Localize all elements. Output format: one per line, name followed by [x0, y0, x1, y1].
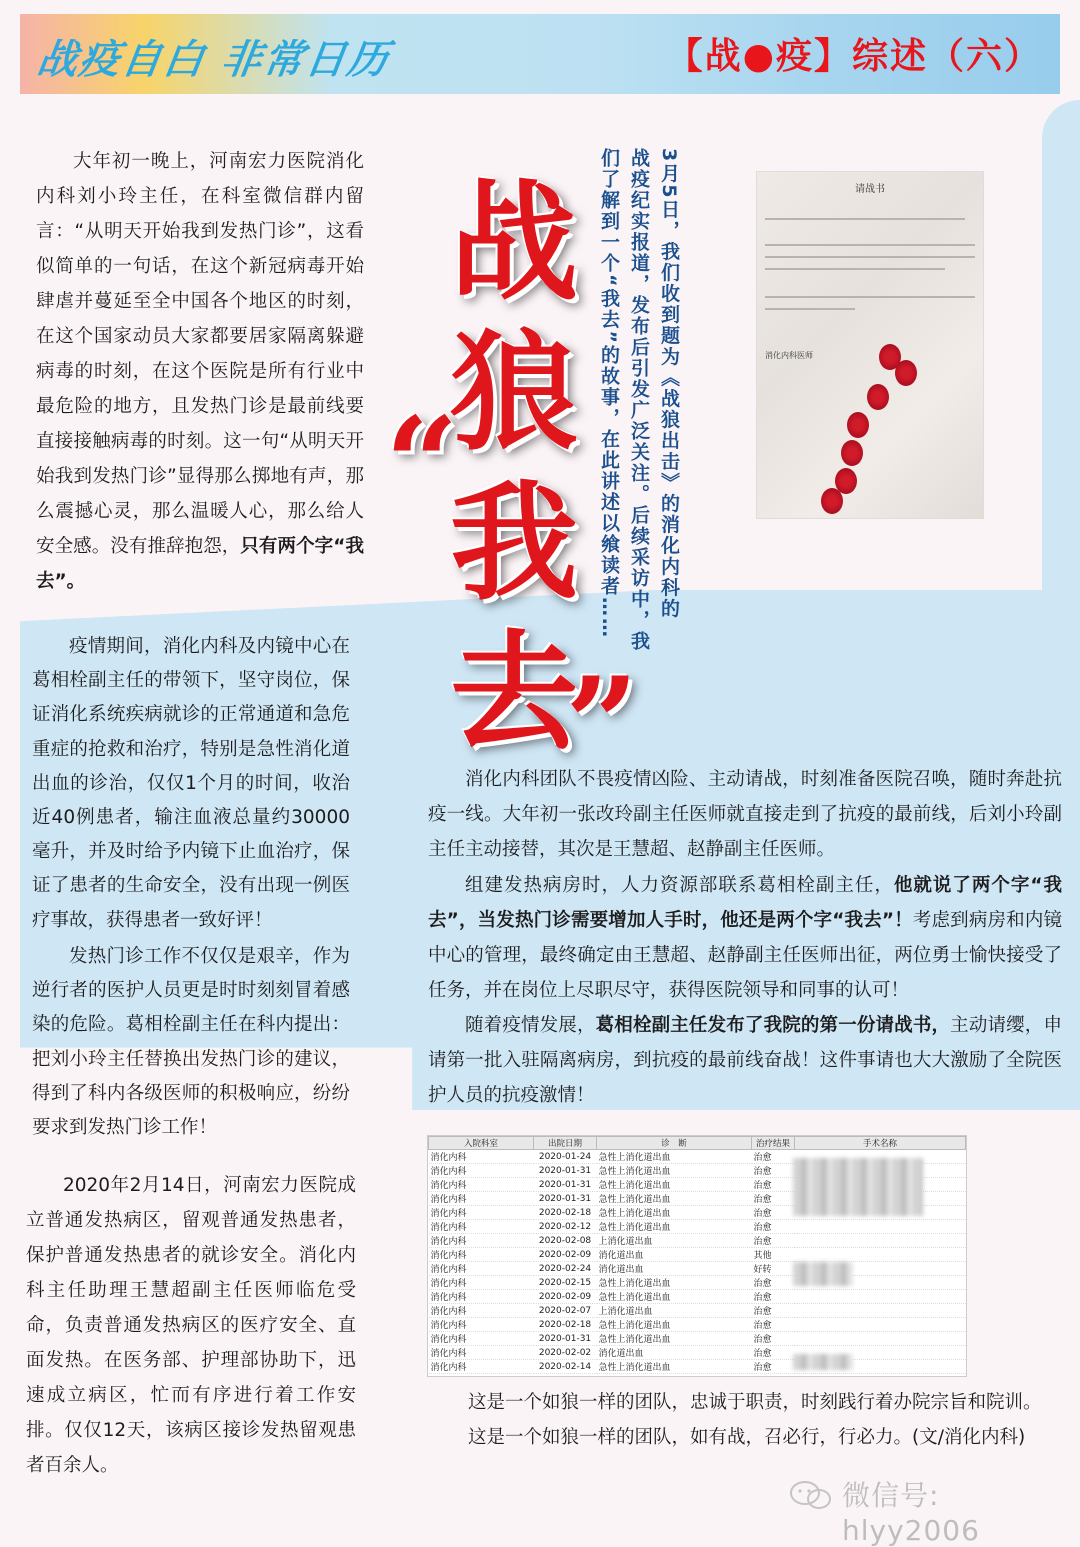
intro-line-2: 战疫纪实报道，发布后引发广泛关注。后续采访中，我 [628, 148, 650, 652]
title-char-4: 去 [450, 618, 579, 768]
table-cell: 急性上消化道出血 [597, 1318, 752, 1332]
table-row [429, 1290, 966, 1304]
intro-line-1: 3月5日，我们收到题为《战狼出击》的消化内科的 [658, 148, 680, 620]
table-cell: 2020-02-12 [534, 1220, 597, 1234]
petition-text-line [765, 218, 965, 220]
table-cell: 2020-02-02 [534, 1346, 597, 1360]
table-cell: 治愈 [752, 1332, 795, 1346]
petition-title: 请战书 [855, 184, 885, 195]
table-cell: 2020-01-31 [534, 1178, 597, 1192]
paragraph-4: 2020年2月14日，河南宏力医院成立普通发热病区，留观普通发热患者，保护普通发热患者的就诊安全。消化内科主任助理王慧超副主任医师临危受命，负责普通发热病区的医疗安全、直面发热。在医务部、护理部协助下，迅速成立病区，忙而有序进行着工作安排。仅仅12天，该病区接诊发热留观患者百余人。 [26, 1175, 356, 1476]
petition-signer-label: 消化内科医师 [765, 351, 813, 360]
title-char-2: 狼 [450, 318, 579, 468]
header-left-title: 战疫自白 非常日历 [34, 37, 393, 83]
table-cell: 治愈 [752, 1206, 795, 1220]
table-cell: 消化道出血 [597, 1248, 752, 1262]
title-close-quote: ” [565, 650, 639, 800]
table-header: 出院日期 [534, 1137, 597, 1150]
header-banner [20, 14, 1060, 94]
table-cell: 治愈 [752, 1360, 795, 1374]
table-cell: 急性上消化道出血 [597, 1192, 752, 1206]
fingerprint [867, 384, 889, 410]
table-cell: 上消化道出血 [597, 1304, 752, 1318]
table-cell: 治愈 [752, 1192, 795, 1206]
table-cell: 急性上消化道出血 [597, 1276, 752, 1290]
paragraph-3: 发热门诊工作不仅仅是艰辛，作为逆行者的医护人员更是时时刻刻冒着感染的危险。葛相栓副主任在科内提出：把刘小玲主任替换出发热门诊的建议，得到了科内各级医师的积极响应，纷纷要求到发热门诊工作！ [32, 946, 350, 1139]
fingerprint [895, 360, 917, 386]
table-row [429, 1304, 966, 1318]
intro-vertical-text [594, 148, 684, 668]
paragraph-6-bold: 他就说了两个字“我去”，当发热门诊需要增加人手时，他还是两个字“我去”！ [428, 875, 1062, 931]
table-cell: 2020-01-31 [534, 1164, 597, 1178]
table-row [429, 1332, 966, 1346]
paragraph-1-bold: 只有两个字“我去”。 [36, 536, 364, 592]
paragraph-1-text: 大年初一晚上，河南宏力医院消化内科刘小玲主任，在科室微信群内留言：“从明天开始我到发热门诊”，这看似简单的一句话，在这个新冠病毒开始肆虐并蔓延至全中国各个地区的时刻，在这个国家动员大家都要居家隔离躲避病毒的时刻，在这个医院是所有行业中最危险的地方，且发热门诊是最前线要直接接触病毒的时刻。这一句“从明天开始我到发热门诊”显得那么掷地有声，那么震撼心灵，那么温暖人心，那么给人安全感。没有推辞抱怨， [36, 151, 364, 557]
table-cell: 治愈 [752, 1220, 795, 1234]
top-right-blue-panel [1042, 100, 1080, 620]
table-cell [795, 1304, 966, 1318]
table-header: 治疗结果 [752, 1137, 795, 1150]
table-cell: 治愈 [752, 1178, 795, 1192]
wechat-watermark: 微信号: hlyy2006 [842, 1479, 980, 1547]
table-cell: 上消化道出血 [597, 1234, 752, 1248]
table-cell: 治愈 [752, 1304, 795, 1318]
table-cell: 消化内科 [429, 1164, 534, 1178]
closing-line-1: 这是一个如狼一样的团队，忠诚于职责，时刻践行着办院宗旨和院训。 [468, 1392, 1042, 1413]
paragraph-5: 消化内科团队不畏疫情凶险、主动请战，时刻准备医院召唤，随时奔赴抗疫一线。大年初一张改玲副主任医师就直接走到了抗疫的最前线，后刘小玲副主任主动接替，其次是王慧超、赵静副主任医师。 [428, 769, 1062, 860]
intro-line-3: 们了解到一个“我去”的故事，在此讲述以飨读者…… [598, 148, 620, 639]
petition-text-line [765, 268, 945, 270]
table-cell: 急性上消化道出血 [597, 1206, 752, 1220]
fingerprint [821, 488, 843, 514]
table-cell: 2020-01-31 [534, 1192, 597, 1206]
table-cell: 急性上消化道出血 [597, 1164, 752, 1178]
table-cell: 2020-02-09 [534, 1248, 597, 1262]
table-cell: 急性上消化道出血 [597, 1150, 752, 1164]
paragraph-7-text-a: 随着疫情发展， [465, 1015, 596, 1036]
table-cell: 消化内科 [429, 1178, 534, 1192]
table-header-row [429, 1137, 966, 1150]
table-cell: 急性上消化道出血 [597, 1290, 752, 1304]
table-cell [795, 1248, 966, 1262]
table-row [429, 1234, 966, 1248]
table-cell: 2020-02-07 [534, 1304, 597, 1318]
table-cell: 2020-02-09 [534, 1290, 597, 1304]
table-cell: 消化内科 [429, 1220, 534, 1234]
paragraph-7-text-b: 主动请缨，申请第一批入驻隔离病房，到抗疫的最前线奋战！这件事请也大大激励了全院医护人员的抗疫激情！ [428, 1015, 1062, 1106]
table-cell: 消化内科 [429, 1346, 534, 1360]
blurred-surgery-names [793, 1354, 853, 1370]
table-cell: 消化道出血 [597, 1346, 752, 1360]
table-cell: 急性上消化道出血 [597, 1332, 752, 1346]
paragraph-2: 疫情期间，消化内科及内镜中心在葛相栓副主任的带领下，坚守岗位，保证消化系统疾病就诊的正常通道和急危重症的抢救和治疗，特别是急性消化道出血的诊治，仅仅1个月的时间，收治近40例患者，输注血液总量约30000毫升，并及时给予内镜下止血治疗，保证了患者的生命安全，没有出现一例医疗事故，获得患者一致好评！ [32, 636, 350, 931]
table-cell: 消化道出血 [597, 1262, 752, 1276]
table-row [429, 1262, 966, 1276]
petition-text-line [765, 256, 975, 258]
table-cell: 2020-01-24 [534, 1150, 597, 1164]
table-row [429, 1318, 966, 1332]
table-cell: 消化内科 [429, 1234, 534, 1248]
table-cell: 消化内科 [429, 1206, 534, 1220]
fingerprint [841, 440, 863, 466]
petition-text-line [765, 296, 975, 298]
table-cell [795, 1332, 966, 1346]
table-cell: 急性上消化道出血 [597, 1360, 752, 1374]
table-cell: 消化内科 [429, 1290, 534, 1304]
table-cell: 其他 [752, 1248, 795, 1262]
blurred-surgery-names [793, 1158, 923, 1216]
table-cell: 消化内科 [429, 1150, 534, 1164]
title-char-3: 我 [450, 468, 579, 618]
table-header: 诊 断 [597, 1137, 752, 1150]
table-cell: 消化内科 [429, 1248, 534, 1262]
patient-table-screenshot [427, 1135, 967, 1377]
table-cell [795, 1234, 966, 1248]
paragraph-6-text-a: 组建发热病房时，人力资源部联系葛相栓副主任， [465, 875, 894, 896]
paragraph-7-bold: 葛相栓副主任发布了我院的第一份请战书， [595, 1015, 951, 1036]
table-header: 手术名称 [795, 1137, 966, 1150]
table-cell: 好转 [752, 1262, 795, 1276]
table-cell: 2020-02-18 [534, 1206, 597, 1220]
header-right-title: 【战●疫】综述（六） [666, 36, 1042, 77]
table-cell: 消化内科 [429, 1318, 534, 1332]
table-header: 入院科室 [429, 1137, 534, 1150]
table-cell: 消化内科 [429, 1360, 534, 1374]
table-cell: 2020-02-08 [534, 1234, 597, 1248]
table-cell: 治愈 [752, 1150, 795, 1164]
table-cell: 消化内科 [429, 1192, 534, 1206]
fingerprint [847, 412, 869, 438]
table-cell [795, 1290, 966, 1304]
table-cell: 急性上消化道出血 [597, 1178, 752, 1192]
table-cell: 急性上消化道出血 [597, 1220, 752, 1234]
table-row [429, 1220, 966, 1234]
table-row [429, 1248, 966, 1262]
table-cell: 消化内科 [429, 1304, 534, 1318]
table-row [429, 1276, 966, 1290]
table-cell: 消化内科 [429, 1262, 534, 1276]
petition-photo [757, 172, 983, 518]
table-cell: 治愈 [752, 1164, 795, 1178]
paragraph-6-text-b: 考虑到病房和内镜中心的管理，最终确定由王慧超、赵静副主任医师出征，两位勇士愉快接受了任务，并在岗位上尽职尽守，获得医院领导和同事的认可！ [428, 910, 1062, 1001]
table-row [429, 1346, 966, 1360]
table-cell: 2020-02-15 [534, 1276, 597, 1290]
title-open-quote: “ [385, 390, 459, 540]
table-cell: 2020-02-18 [534, 1318, 597, 1332]
table-cell: 2020-02-14 [534, 1360, 597, 1374]
closing-line-2: 这是一个如狼一样的团队，如有战，召必行，行必力。(文/消化内科) [468, 1427, 1026, 1448]
paragraph-1 [36, 144, 364, 599]
table-cell: 治愈 [752, 1276, 795, 1290]
paragraph-7 [428, 1008, 1062, 1113]
table-cell: 消化内科 [429, 1276, 534, 1290]
table-cell: 治愈 [752, 1318, 795, 1332]
table-cell: 治愈 [752, 1234, 795, 1248]
table-cell: 治愈 [752, 1346, 795, 1360]
petition-text-line [765, 244, 975, 246]
table-cell: 2020-01-31 [534, 1332, 597, 1346]
table-cell [795, 1318, 966, 1332]
table-cell: 2020-02-24 [534, 1262, 597, 1276]
paragraph-6 [428, 868, 1062, 1008]
petition-text-line [765, 308, 855, 310]
table-row [429, 1360, 966, 1374]
table-cell: 治愈 [752, 1290, 795, 1304]
title-char-1: 战 [450, 168, 579, 318]
table-cell [795, 1220, 966, 1234]
table-cell: 消化内科 [429, 1332, 534, 1346]
blurred-surgery-names [793, 1262, 853, 1286]
wechat-icon [788, 1479, 836, 1511]
